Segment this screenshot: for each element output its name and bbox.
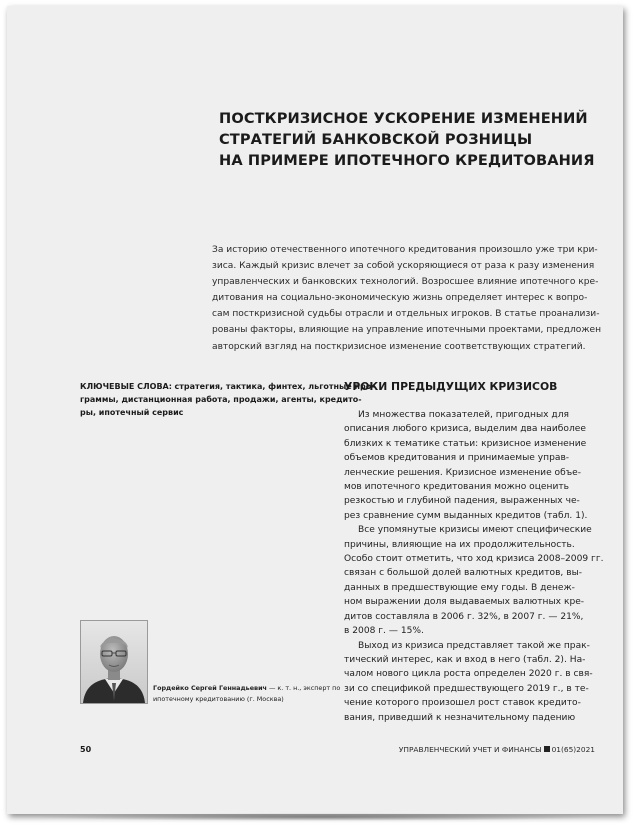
body-line: ном выражении доля выдаваемых валютных кре- [344,597,585,608]
article-abstract [212,242,602,355]
author-affiliation: ипотечному кредитованию (г. Москва) [153,695,284,703]
title-line: НА ПРИМЕРЕ ИПОТЕЧНОГО КРЕДИТОВАНИЯ [219,152,595,169]
body-line: чение которого произошел рост ставок кредито- [344,698,581,709]
body-line: тический интерес, как и вход в него (табл. 2). На- [344,654,586,665]
abstract-line: рованы факторы, влияющие на управление ипотечными проектами, предложен [212,325,602,336]
section-heading: УРОКИ ПРЕДЫДУЩИХ КРИЗИСОВ [344,380,558,393]
body-line: близких к тематике статьи: кризисное изменение [344,438,587,449]
body-line: рез сравнение сумм выданных кредитов (табл. 1). [344,510,588,521]
journal-footer [399,745,595,754]
title-line: ПОСТКРИЗИСНОЕ УСКОРЕНИЕ ИЗМЕНЕНИЙ [219,110,588,127]
abstract-line: За историю отечественного ипотечного кредитования произошло уже три кри- [212,245,598,255]
author-line [153,683,341,694]
abstract-line: авторский взгляд на посткризисное изменение соответствующих стратегий. [212,341,586,352]
body-line: Выход из кризиса представляет такой же прак- [358,640,590,651]
article-body [344,408,604,725]
journal-issue: 01(65)2021 [551,745,595,754]
author-photo [80,620,148,704]
keywords-line [80,381,375,394]
author-name: Гордейко Сергей Геннадьевич [153,684,267,692]
author-credentials: — к. т. н., эксперт по [266,684,341,692]
body-line: вания, приведший к незначительному падению [344,712,576,723]
body-line: в 2008 г. — 15%. [344,626,424,637]
body-line: зи со спецификой предшествующего 2019 г., в те- [344,683,589,694]
body-line: чалом нового цикла роста определен 2020 г. в свя- [344,669,593,680]
article-title [219,108,619,171]
page-number: 50 [80,745,92,754]
body-line: объемов кредитования и принимаемые управ- [344,453,570,464]
keywords-text: стратегия, тактика, финтех, льготные про- [174,382,375,391]
abstract-line: управленческих и банковских технологий. Возросшее влияние ипотечного кре- [212,277,599,288]
title-line: СТРАТЕГИЙ БАНКОВСКОЙ РОЗНИЦЫ [219,131,533,148]
author-info [153,683,341,705]
abstract-line: зиса. Каждый кризис влечет за собой ускоряющиеся от раза к разу изменения [212,261,595,272]
body-line: ленческие решения. Кризисное изменение объе- [344,467,582,478]
author-portrait-icon [81,621,147,703]
body-line: Особо стоит отметить, что ход кризиса 2008–2009 гг. [344,554,604,565]
body-line: данных в предшествующие ему годы. В денеж- [344,582,575,593]
keywords-line: ры, ипотечный сервис [80,407,184,417]
body-line: Все упомянутые кризисы имеют специфические [358,525,592,536]
abstract-line: дитования на социально-экономическую жизнь определяет интерес к вопро- [212,293,588,304]
page-shadow [30,813,610,821]
square-bullet-icon [544,746,550,752]
body-line: дитов составляла в 2006 г. 32%, в 2007 г. — 21%, [344,611,584,622]
keywords-label: КЛЮЧЕВЫЕ СЛОВА: [80,382,172,391]
keywords-block [80,381,375,419]
journal-name: УПРАВЛЕНЧЕСКИЙ УЧЕТ И ФИНАНСЫ [398,745,542,754]
abstract-line: сам посткризисной судьбы отрасли и отдельных игроков. В статье проанализи- [212,309,600,320]
body-line: описания любого кризиса, выделим два наиболее [344,424,586,435]
body-line: причины, влияющие на их продолжительность. [344,539,575,550]
body-line: Из множества показателей, пригодных для [358,410,570,420]
body-line: связан с большой долей валютных кредитов, вы- [344,568,583,579]
keywords-line: граммы, дистанционная работа, продажи, агенты, кредито- [80,394,362,404]
body-line: мов ипотечного кредитования можно оценить [344,482,570,493]
body-line: резкостью и глубиной падения, выраженных че- [344,496,580,507]
